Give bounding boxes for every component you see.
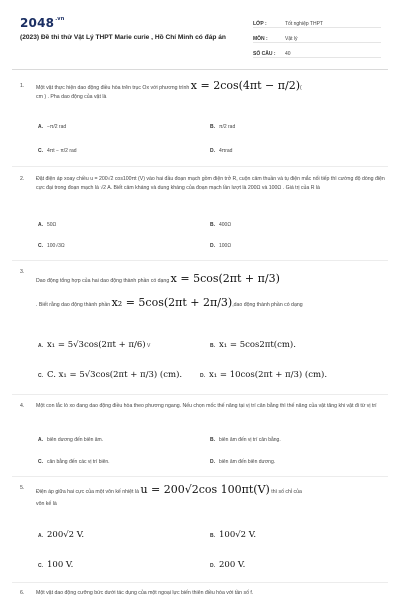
option-text: −π/2 rad — [47, 124, 67, 130]
option-text: 4πrad — [219, 148, 233, 154]
option-label: C. — [38, 148, 43, 154]
meta-row-count — [253, 46, 381, 58]
option-c[interactable] — [38, 560, 73, 570]
equation: x₂ = 5cos(2πt + 2π/3) — [111, 296, 233, 309]
question-stem: Dao động tổng hợp của hai dao động thành phần có dạng — [36, 278, 170, 284]
option-label: C. — [38, 563, 43, 569]
option-a[interactable] — [38, 124, 66, 130]
option-label: D. — [210, 148, 215, 154]
option-b[interactable] — [210, 340, 296, 350]
option-d[interactable] — [200, 370, 327, 380]
equation: x = 2cos(4πt − π/2) — [190, 79, 300, 92]
site-logo[interactable] — [20, 16, 65, 30]
question-stem: Một vật thực hiện dao động điều hòa trên trục Ox với phương trình — [36, 85, 190, 91]
meta-key: LỚP : — [253, 21, 267, 27]
option-d[interactable] — [210, 459, 275, 465]
question-number: 1. — [20, 83, 25, 89]
equation: u = 200√2cos 100πt(V) — [140, 483, 270, 496]
question-stem: ,dao động thành phần có dạng — [232, 302, 303, 308]
option-label: A. — [38, 437, 43, 443]
option-label: B. — [210, 222, 215, 228]
meta-value: Tốt nghiệp THPT — [285, 21, 323, 27]
option-text: 100 V. — [47, 560, 74, 570]
option-text: π/2 rad — [219, 124, 236, 130]
meta-key: MÔN : — [253, 36, 268, 42]
equation-tail: ( — [300, 85, 302, 91]
question-1 — [20, 79, 385, 101]
question-stem: vôn kế là — [36, 501, 57, 507]
question-stem: cm ) . Pha dao động của vật là — [36, 93, 107, 100]
meta-value: 40 — [285, 51, 291, 57]
option-label: A. — [38, 533, 43, 539]
question-number: 5. — [20, 485, 25, 491]
question-stem: . Biết rằng dao động thành phần — [36, 302, 111, 308]
option-text: x₁ = 10cos(2πt + π/3) (cm). — [209, 370, 328, 380]
logo-suffix: .vn — [55, 16, 65, 22]
option-label: A. — [38, 222, 43, 228]
option-c[interactable] — [38, 459, 110, 465]
question-stem: thì số chỉ của — [271, 489, 302, 495]
option-text: 400Ω — [219, 222, 232, 228]
meta-row-subject — [253, 31, 381, 43]
option-d[interactable] — [210, 560, 245, 570]
question-divider — [12, 394, 388, 395]
option-c[interactable] — [38, 148, 77, 154]
question-stem: Đặt điện áp xoay chiều u = 200√2 cos100πt (V) vào hai đầu đoạn mạch gồm điện trở R, cuộn cảm thuần và tụ điện mắc nối tiếp thì cường độ dòng điện cực đại trong đoạn mạch là √2 A. Biết cảm kháng và dung kháng của đoạn mạch lần lượt là 200Ω và 100Ω . Giá trị của R là — [36, 176, 385, 191]
option-text: x₁ = 5cos2πt(cm). — [219, 340, 296, 350]
option-label: B. — [210, 533, 215, 539]
option-label: C. — [38, 459, 43, 465]
header-divider — [12, 69, 388, 70]
option-b[interactable] — [210, 222, 231, 228]
option-c[interactable] — [38, 243, 65, 249]
option-label: D. — [210, 563, 215, 569]
option-a[interactable] — [38, 530, 84, 540]
option-unit: V — [147, 343, 151, 349]
option-text: 100√3Ω — [47, 243, 65, 249]
option-b[interactable] — [210, 437, 281, 443]
meta-value: Vật lý — [285, 36, 298, 42]
option-label: C. — [38, 243, 43, 249]
meta-key: SỐ CÂU : — [253, 51, 276, 57]
option-text: 200 V. — [219, 560, 246, 570]
question-6 — [20, 589, 385, 598]
option-d[interactable] — [210, 243, 231, 249]
question-number: 4. — [20, 403, 25, 409]
option-text: 100√2 V. — [219, 530, 257, 540]
question-4 — [20, 402, 385, 411]
option-text: biên âm đến biên dương. — [219, 459, 276, 465]
option-a[interactable] — [38, 222, 56, 228]
option-d[interactable] — [210, 148, 232, 154]
equation: x = 5cos(2πt + π/3) — [170, 272, 280, 285]
option-text: biên dương đến biên âm. — [47, 437, 104, 443]
option-a[interactable] — [38, 340, 150, 350]
option-label: D. — [210, 243, 215, 249]
option-text: 50Ω — [47, 222, 57, 228]
exam-meta — [253, 16, 381, 61]
option-b[interactable] — [210, 124, 235, 130]
option-text: C. x₁ = 5√3cos(2πt + π/3) (cm). — [47, 370, 183, 380]
question-2 — [20, 175, 385, 192]
option-text: 100Ω — [219, 243, 232, 249]
option-text: 200√2 V. — [47, 530, 85, 540]
question-number: 6. — [20, 590, 25, 596]
question-stem: Một con lắc lò xo đang dao động điều hòa theo phương ngang. Nếu chọn mốc thế năng tại vị trí cân bằng thì thế năng của vật tăng khi vật đi từ vị trí — [36, 403, 377, 409]
option-text: x₁ = 5√3cos(2πt + π/6) — [47, 340, 146, 350]
question-divider — [12, 582, 388, 583]
option-label: B. — [210, 343, 215, 349]
option-text: biên âm đến vị trí cân bằng. — [219, 437, 281, 443]
question-3 — [20, 268, 385, 312]
option-label: B. — [210, 124, 215, 130]
option-label: A. — [38, 343, 43, 349]
option-label: A. — [38, 124, 43, 130]
option-a[interactable] — [38, 437, 103, 443]
question-divider — [12, 166, 388, 167]
page-title: (2023) Đề thi thử Vật Lý THPT Marie curie , Hồ Chí Minh có đáp án — [20, 34, 226, 41]
option-text: 4πt − π/2 rad — [47, 148, 77, 154]
option-text: cân bằng đến các vị trí biên. — [47, 459, 110, 465]
question-number: 3. — [20, 269, 25, 275]
meta-row-class — [253, 16, 381, 28]
logo-text: 2048 — [20, 16, 55, 30]
question-number: 2. — [20, 176, 25, 182]
option-b[interactable] — [210, 530, 256, 540]
option-c[interactable] — [38, 370, 182, 380]
option-label: D. — [200, 373, 205, 379]
option-label: D. — [210, 459, 215, 465]
option-label: C. — [38, 373, 43, 379]
question-divider — [12, 476, 388, 477]
question-divider — [12, 260, 388, 261]
question-stem: Một vật dao động cưỡng bức dưới tác dụng của một ngoại lực biến thiên điều hòa với tần số f. — [36, 590, 254, 596]
option-label: B. — [210, 437, 215, 443]
question-5 — [20, 484, 385, 510]
question-stem: Điện áp giữa hai cực của một vôn kế nhiệt là — [36, 489, 139, 495]
